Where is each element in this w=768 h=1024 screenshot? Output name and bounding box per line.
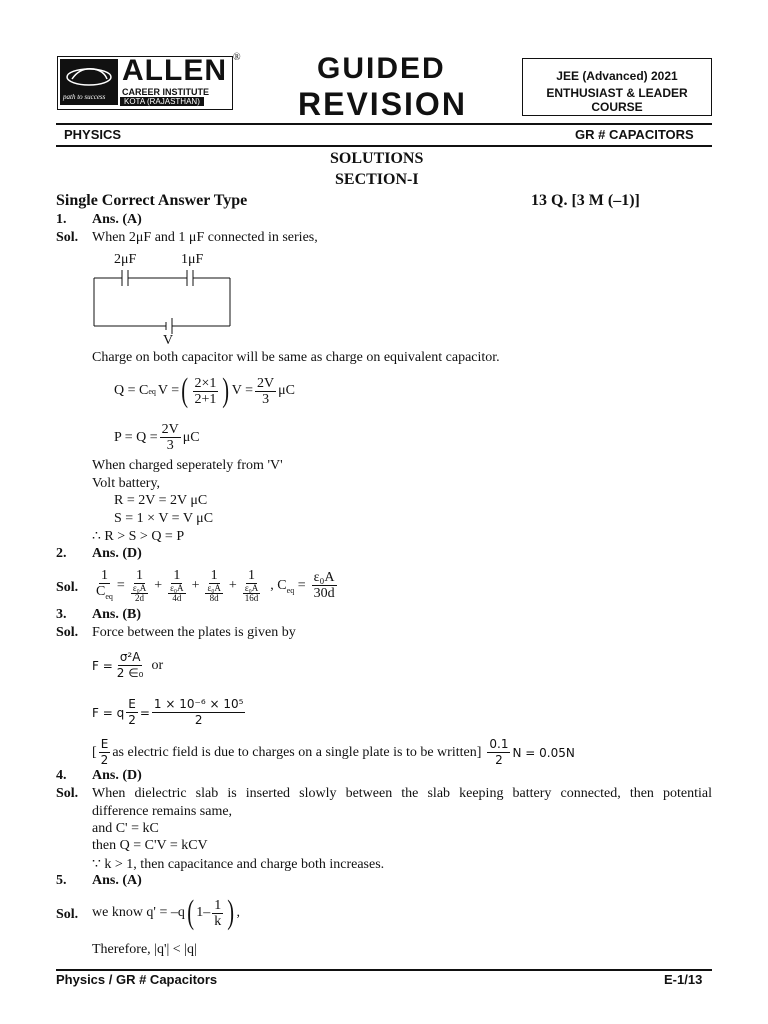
solutions-title: SOLUTIONS: [330, 150, 424, 167]
q1-eq1-den: 2+1: [194, 391, 217, 407]
course-name: ENTHUSIAST & LEADER COURSE: [546, 86, 688, 114]
q3-note-result: N = 0.05N: [512, 745, 575, 760]
q2-result-den: 30d: [313, 586, 335, 602]
q5-line2: Therefore, |q'| < |q|: [92, 942, 197, 957]
q4-line2: difference remains same,: [92, 804, 233, 819]
marking-scheme: 13 Q. [3 M (–1)]: [531, 192, 640, 209]
course-exam: JEE (Advanced) 2021: [556, 69, 678, 83]
brand-location: KOTA (RAJASTHAN): [120, 97, 204, 106]
q2-ceq-label: C: [96, 584, 106, 599]
q5-line1: we know q' = –q: [92, 905, 185, 920]
q3-note: [ $\frac{E}{2}$ as electric field is due to charges on a single plate is to be written] $\frac{0.1}{2}$ N = 0.05N: [92, 737, 575, 767]
q1-eq1-num2: 2V: [257, 375, 275, 391]
q4-answer: Ans. (D): [92, 768, 142, 783]
q1-line4: Volt battery,: [92, 476, 161, 491]
q2-ceq-sub: eq: [105, 591, 113, 601]
q1-battery-label: V: [163, 333, 174, 348]
q3-formula1: F = $\frac{\text{σ²A}}{\text{2 ∈₀}}$ or: [92, 650, 164, 680]
registered-mark: ®: [233, 52, 241, 63]
brand-subtitle: CAREER INSTITUTE: [122, 87, 210, 97]
q2-number: 2.: [56, 546, 67, 561]
q3-note-num: 0.1: [489, 737, 509, 751]
footer-page-number: E-1/13: [664, 972, 703, 987]
q1-line1: When 2μF and 1 μF connected in series,: [92, 230, 318, 245]
brand-name: ALLEN: [122, 54, 227, 87]
q2-term3-den: 8d: [209, 593, 219, 604]
q1-eq2-lhs: P = Q =: [114, 429, 158, 445]
q2-answer: Ans. (D): [92, 546, 142, 561]
q3-f2-2: 2: [128, 713, 136, 727]
q3-f2-e: E: [128, 697, 136, 711]
q1-line5: R = 2V = 2V μC: [114, 493, 208, 508]
q3-number: 3.: [56, 607, 67, 622]
q3-note-den: 2: [495, 753, 503, 767]
q4-line1: When dielectric slab is inserted slowly between the slab keeping battery connected, then potential: [92, 786, 712, 801]
topic-label: GR # CAPACITORS: [575, 127, 694, 142]
q4-line4: then Q = C'V = kCV: [92, 838, 208, 853]
q1-number: 1.: [56, 212, 67, 227]
q3-f1-or: or: [151, 657, 164, 673]
q3-line1: Force between the plates is given by: [92, 625, 296, 640]
q1-cap1-label: 2μF: [114, 252, 137, 267]
q3-f2-den: 2: [194, 713, 203, 727]
q3-f2-num: 1 × 10⁻⁶ × 10⁵: [153, 697, 244, 711]
q1-line6: S = 1 × V = V μC: [114, 511, 214, 526]
q2-term1-den: 2d: [135, 593, 145, 604]
q1-eq2: [114, 422, 200, 453]
q2-term3-num: ε₀A: [207, 583, 221, 594]
q2-term2-num: ε₀A: [170, 583, 184, 594]
title-revision: REVISION: [298, 86, 467, 122]
q3-f1-den: 2 ∈₀: [116, 666, 144, 680]
tagline: path to success: [63, 93, 106, 101]
course-box: [522, 58, 712, 116]
q4-number: 4.: [56, 768, 67, 783]
q1-circuit-diagram: [90, 250, 240, 346]
q2-term1-num: ε₀A: [132, 583, 147, 594]
q1-eq1-num: 2×1: [194, 375, 217, 391]
q1-answer: Ans. (A): [92, 212, 142, 227]
q2-result-num: ε₀A: [313, 570, 335, 586]
footer-left: Physics / GR # Capacitors: [56, 972, 218, 987]
q1-eq2-den: 3: [166, 438, 174, 453]
q2-term2-den: 4d: [172, 593, 182, 604]
q1-eq1-lhs: Q = C: [114, 383, 149, 398]
q3-formula2: F = q $\frac{E}{2}$ = $\frac{\text{1 × 10⁻⁶ × 10⁵}}{2}$: [92, 697, 244, 727]
q5-number: 5.: [56, 873, 67, 888]
q2-equation: $\frac{1}{C_{eq}}$ = $\frac{1}{\frac{\text{ε₀A}}{2d}}$ + $\frac{1}{\frac{\text{ε₀A}}{4d}}$ + $\frac{1}{\frac{\text{ε₀A}}{8d}}$ + $\frac{1}{\frac{\text{ε₀A}}{16d}}$ , $C_{eq}$ = $\frac{\text{ε₀A}}{30d}$: [96, 568, 335, 604]
question-type: Single Correct Answer Type: [56, 192, 248, 209]
q1-line7: ∴ R > S > Q = P: [92, 529, 185, 544]
q5-answer: Ans. (A): [92, 873, 142, 888]
q1-eq1-sub: eq: [148, 386, 156, 396]
q1-eq1-unit: μC: [278, 383, 295, 398]
q1-eq1-v: V =: [157, 383, 180, 398]
q5-sol-label: Sol.: [56, 907, 79, 922]
car-emblem: [60, 59, 118, 105]
q1-eq1-mid: V =: [231, 383, 253, 398]
q1-eq2-unit: μC: [182, 429, 200, 445]
q1-eq1-den2: 3: [262, 391, 270, 407]
q1-line3: When charged seperately from 'V': [92, 458, 283, 473]
q3-f1-num: σ²A: [119, 650, 141, 664]
section-title: SECTION-I: [335, 171, 419, 188]
title-guided: GUIDED: [317, 52, 446, 85]
q1-sol-label: Sol.: [56, 230, 79, 245]
q4-line3: and C' = kC: [92, 821, 159, 836]
q5-formula: we know q' = –q ( 1– $\frac{1}{k}$ ) ,: [92, 894, 241, 931]
q3-sol-label: Sol.: [56, 625, 79, 640]
allen-logo: [57, 56, 233, 110]
q4-sol-label: Sol.: [56, 786, 79, 801]
q3-answer: Ans. (B): [92, 607, 142, 622]
q1-eq1: Q = C eq V = ( $\frac{2\times 1}{2+1}$ ) V = $\frac{2V}{3}$ μC: [114, 372, 295, 409]
q1-cap2-label: 1μF: [181, 252, 204, 267]
q2-sol-label: Sol.: [56, 580, 79, 595]
q3-note-text: as electric field is due to charges on a single plate is to be written]: [112, 744, 482, 760]
q3-f2-lhs: F = q: [92, 705, 125, 720]
footer-rule: [56, 969, 712, 971]
q1-eq2-num: 2V: [161, 422, 179, 437]
q1-line2: Charge on both capacitor will be same as charge on equivalent capacitor.: [92, 350, 500, 365]
header-rule-bottom: [56, 145, 712, 147]
q3-note-bracket: [: [92, 744, 97, 760]
q2-term4-num: ε₀A: [244, 583, 259, 594]
q4-line5: ∵ k > 1, then capacitance and charge both increases.: [92, 857, 385, 872]
car-icon: [60, 59, 118, 93]
q2-term4-den: 16d: [244, 593, 259, 604]
header-rule-top: [56, 123, 712, 125]
subject-label: PHYSICS: [64, 127, 122, 142]
